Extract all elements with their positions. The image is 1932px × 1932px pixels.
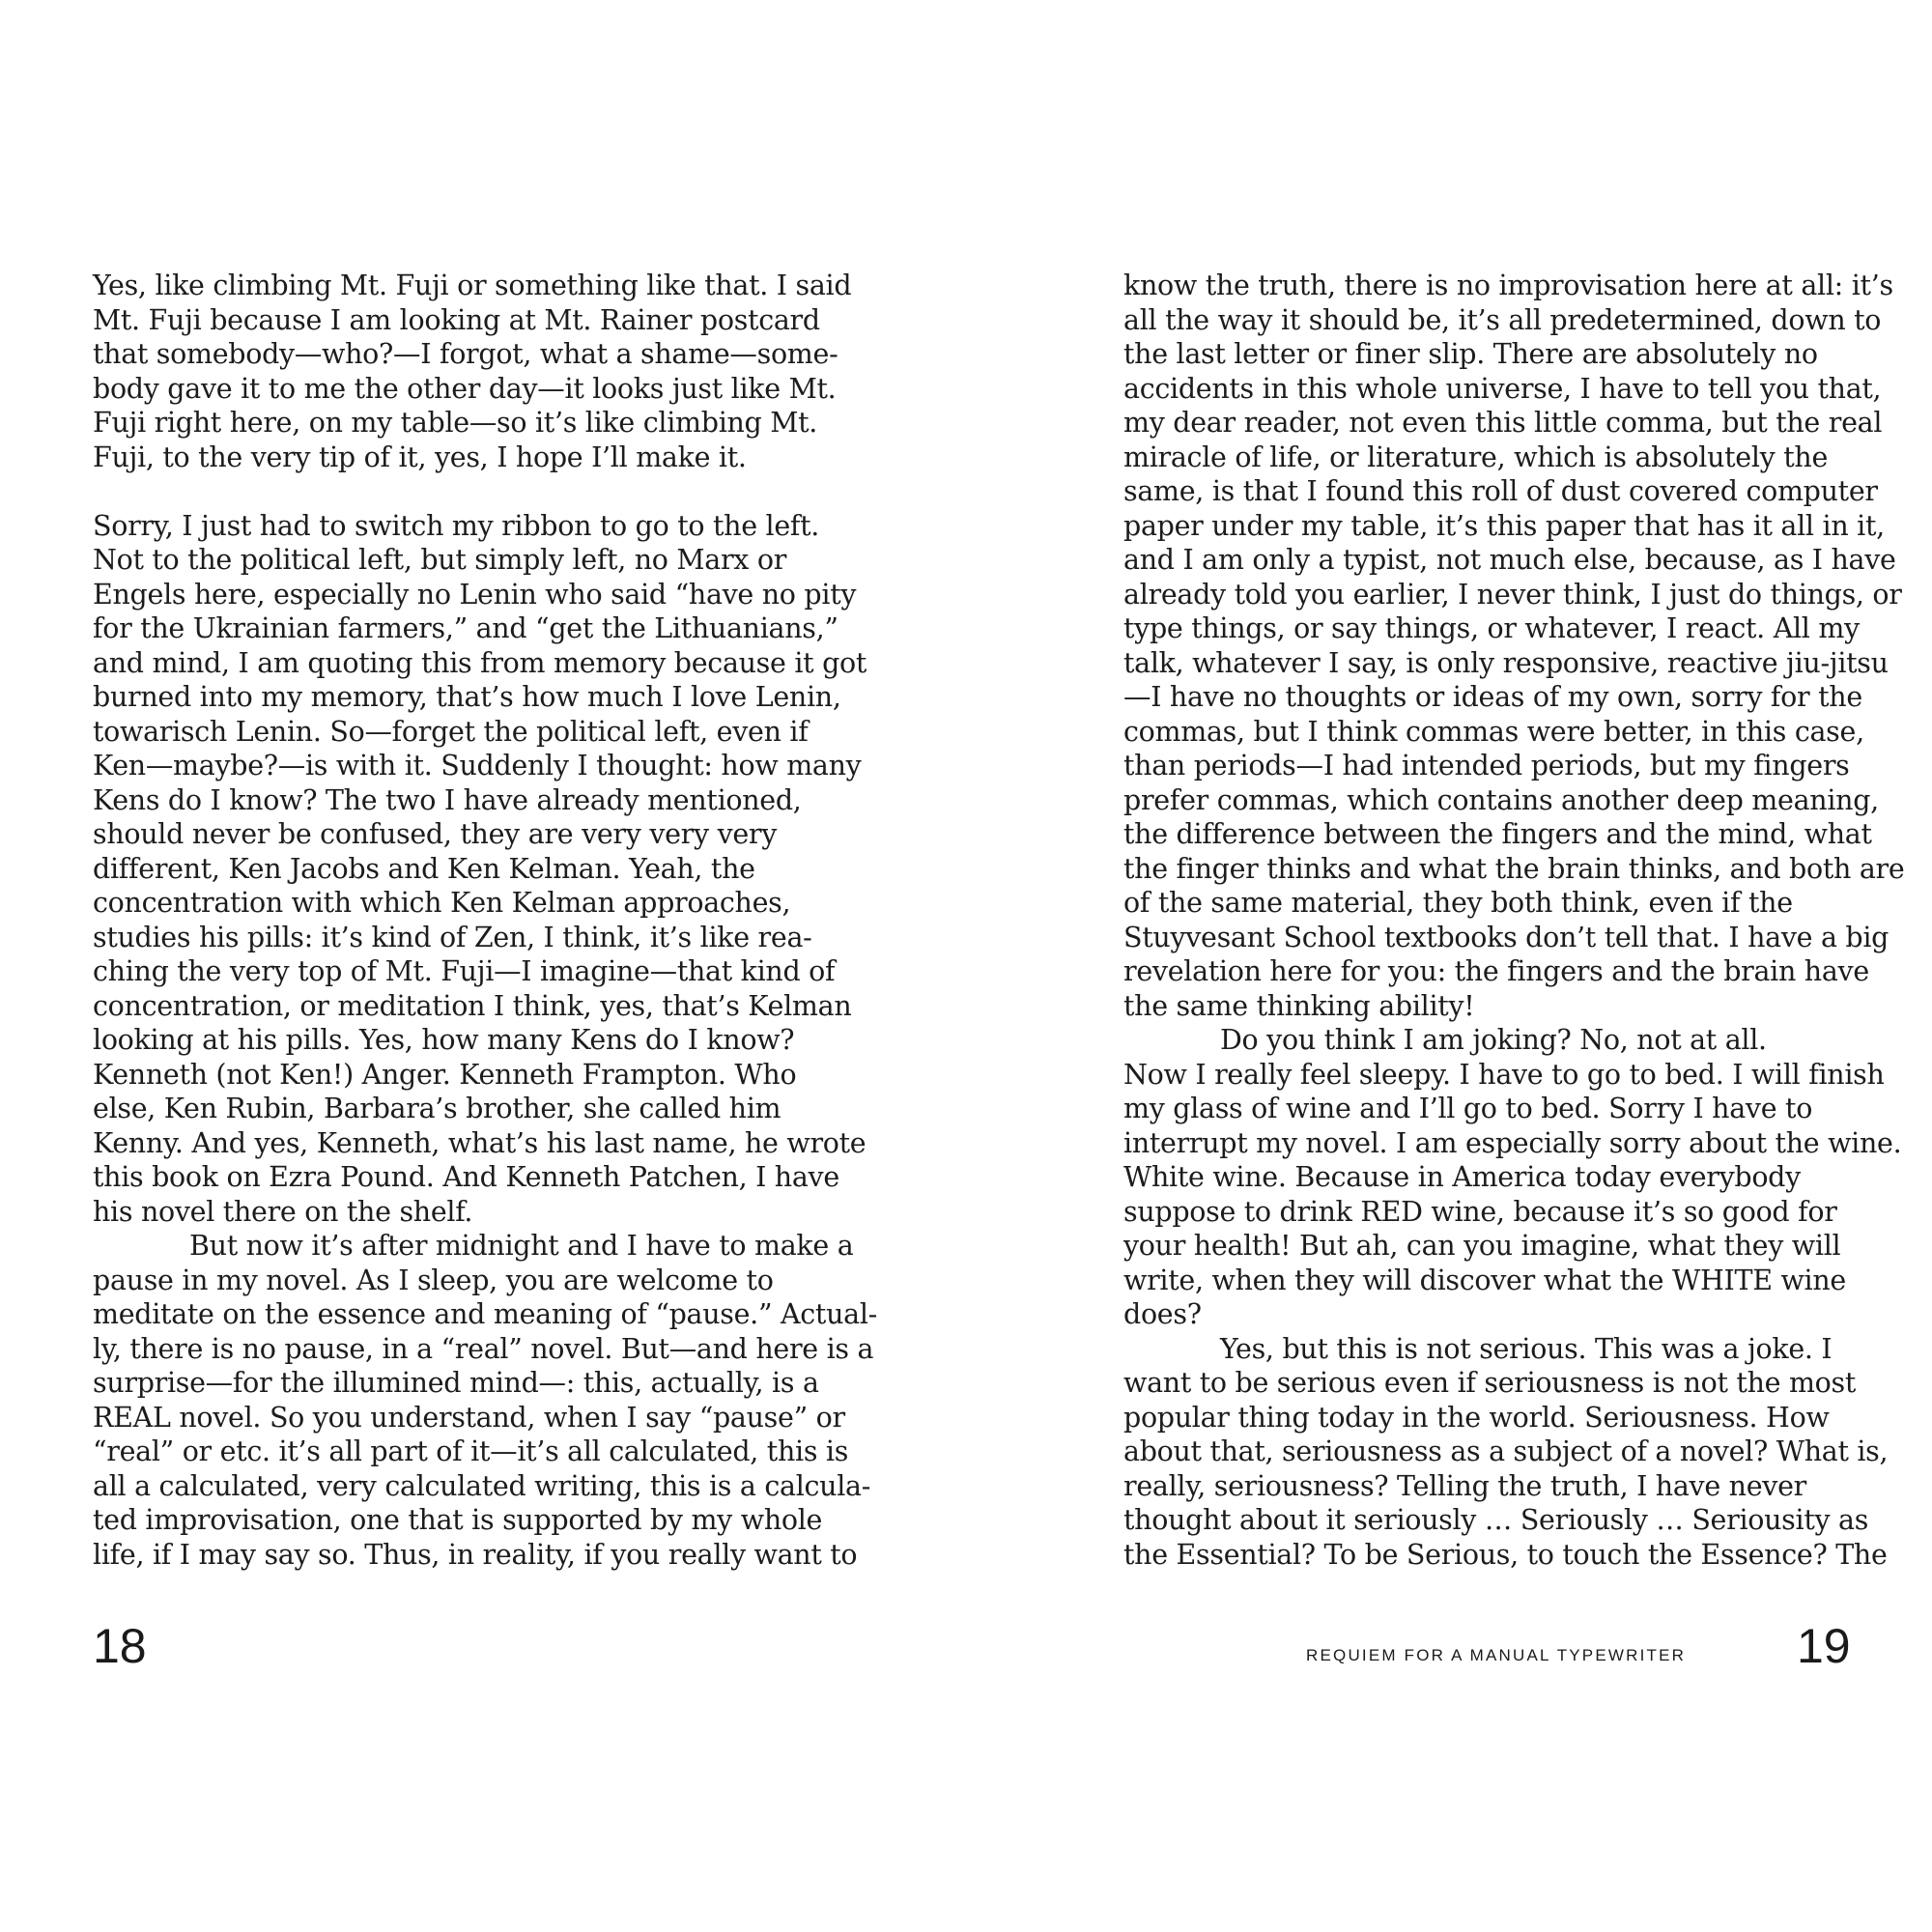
paragraph-gap — [93, 474, 827, 509]
text-line: same, is that I found this roll of dust covered computer — [1123, 475, 1878, 507]
text-line: Fuji right here, on my table—so it’s like climbing Mt. — [93, 407, 818, 439]
text-line: Fuji, to the very tip of it, yes, I hope I’ll make it. — [93, 440, 747, 473]
text-line: revelation here for you: the fingers and the brain have — [1123, 955, 1869, 987]
text-line: Kens do I know? The two I have already mentioned, — [93, 783, 802, 816]
text-line: REAL novel. So you understand, when I say “pause” or — [93, 1401, 845, 1434]
text-line: that somebody—who?—I forgot, what a shame—some- — [93, 338, 838, 370]
text-line: ly, there is no pause, in a “real” novel. But—and here is a — [93, 1332, 874, 1365]
text-line: “real” or etc. it’s all part of it—it’s all calculated, this is — [93, 1435, 849, 1467]
text-line: miracle of life, or literature, which is absolutely the — [1123, 440, 1829, 473]
text-line: thought about it seriously … Seriously … Seriousity as — [1123, 1504, 1869, 1536]
text-line: the last letter or finer slip. There are absolutely no — [1123, 338, 1818, 370]
text-line: accidents in this whole universe, I have to tell you that, — [1123, 372, 1882, 405]
left-page-number: 18 — [93, 1619, 147, 1673]
text-line: my dear reader, not even this little comma, but the real — [1123, 407, 1883, 439]
text-line: else, Ken Rubin, Barbara’s brother, she called him — [93, 1093, 781, 1124]
text-line: your health! But ah, can you imagine, what they will — [1123, 1230, 1841, 1262]
text-line: towarisch Lenin. So—forget the political left, even if — [93, 715, 809, 748]
text-line: Yes, like climbing Mt. Fuji or something like that. I said — [93, 270, 852, 301]
text-line: all a calculated, very calculated writing, this is a calcula- — [93, 1469, 871, 1502]
text-line: paper under my table, it’s this paper that has it all in it, — [1123, 509, 1885, 542]
text-line: Sorry, I just had to switch my ribbon to go to the left. — [93, 509, 820, 542]
running-head: REQUIEM FOR A MANUAL TYPEWRITER — [1306, 1646, 1687, 1664]
text-line: know the truth, there is no improvisation here at all: it’s — [1123, 270, 1893, 301]
text-line: my glass of wine and I’ll go to bed. Sorry I have to — [1123, 1093, 1813, 1124]
text-line: ching the very top of Mt. Fuji—I imagine—that kind of — [93, 955, 836, 987]
text-line: But now it’s after midnight and I have to make a — [189, 1230, 854, 1262]
right-page-text — [1123, 269, 1905, 1572]
text-line: all the way it should be, it’s all predetermined, down to — [1123, 303, 1882, 336]
text-line: burned into my memory, that’s how much I love Lenin, — [93, 681, 841, 713]
text-line: —I have no thoughts or ideas of my own, sorry for the — [1123, 681, 1862, 713]
text-line: and mind, I am quoting this from memory because it got — [93, 646, 867, 679]
text-line: does? — [1123, 1298, 1202, 1330]
text-line: surprise—for the illumined mind—: this, actually, is a — [93, 1367, 819, 1399]
text-line: prefer commas, which contains another deep meaning, — [1123, 783, 1879, 816]
text-line: concentration, or meditation I think, yes, that’s Kelman — [93, 989, 852, 1022]
text-line: and I am only a typist, not much else, because, as I have — [1123, 544, 1896, 576]
text-line: pause in my novel. As I sleep, you are welcome to — [93, 1264, 774, 1296]
left-page-text — [93, 269, 877, 1572]
text-line: already told you earlier, I never think, I just do things, or — [1123, 578, 1902, 611]
text-line: Do you think I am joking? No, not at all. — [1220, 1024, 1767, 1056]
text-line: popular thing today in the world. Seriousness. How — [1123, 1401, 1830, 1434]
text-line: about that, seriousness as a subject of a novel? What is, — [1123, 1435, 1889, 1467]
text-line: of the same material, they both think, even if the — [1123, 887, 1793, 919]
text-line: write, when they will discover what the WHITE wine — [1123, 1264, 1846, 1296]
text-line: Kenneth (not Ken!) Anger. Kenneth Frampton. Who — [93, 1058, 797, 1091]
text-line: talk, whatever I say, is only responsive, reactive jiu-jitsu — [1123, 646, 1889, 679]
text-line: than periods—I had intended periods, but my fingers — [1123, 750, 1850, 781]
text-line: really, seriousness? Telling the truth, I have never — [1123, 1469, 1806, 1502]
text-line: Not to the political left, but simply left, no Marx or — [93, 544, 787, 576]
text-line: Now I really feel sleepy. I have to go to bed. I will finish — [1123, 1058, 1885, 1091]
text-line: the finger thinks and what the brain thinks, and both are — [1123, 852, 1905, 885]
text-line: this book on Ezra Pound. And Kenneth Patchen, I have — [93, 1161, 839, 1193]
text-line: commas, but I think commas were better, in this case, — [1123, 715, 1864, 748]
text-line: ted improvisation, one that is supported by my whole — [93, 1504, 823, 1536]
text-line: for the Ukrainian farmers,” and “get the Lithuanians,” — [93, 612, 838, 644]
text-line: the Essential? To be Serious, to touch the Essence? The — [1123, 1538, 1888, 1571]
text-line: suppose to drink RED wine, because it’s so good for — [1123, 1195, 1837, 1228]
text-line: Ken—maybe?—is with it. Suddenly I thought: how many — [93, 750, 862, 781]
text-line: looking at his pills. Yes, how many Kens do I know? — [93, 1024, 795, 1056]
text-line: should never be confused, they are very very very — [93, 818, 778, 850]
text-line: the difference between the fingers and the mind, what — [1123, 818, 1872, 850]
text-line: Engels here, especially no Lenin who said “have no pity — [93, 578, 857, 611]
text-line: type things, or say things, or whatever, I react. All my — [1123, 612, 1860, 644]
text-line: meditate on the essence and meaning of “pause.” Actual- — [93, 1298, 877, 1330]
text-line: different, Ken Jacobs and Ken Kelman. Yeah, the — [93, 852, 755, 885]
text-line: want to be serious even if seriousness is not the most — [1123, 1367, 1857, 1399]
text-line: concentration with which Ken Kelman approaches, — [93, 887, 791, 919]
text-line: Kenny. And yes, Kenneth, what’s his last name, he wrote — [93, 1126, 867, 1159]
text-line: Stuyvesant School textbooks don’t tell that. I have a big — [1123, 921, 1889, 953]
text-line: White wine. Because in America today everybody — [1123, 1161, 1801, 1193]
text-line: interrupt my novel. I am especially sorry about the wine. — [1123, 1126, 1902, 1159]
text-line: his novel there on the shelf. — [93, 1195, 473, 1228]
right-page-number: 19 — [1797, 1619, 1851, 1673]
text-line: Yes, but this is not serious. This was a joke. I — [1220, 1332, 1833, 1365]
text-line: body gave it to me the other day—it looks just like Mt. — [93, 372, 837, 405]
text-line: life, if I may say so. Thus, in reality, if you really want to — [93, 1538, 858, 1571]
text-line: studies his pills: it’s kind of Zen, I think, it’s like rea- — [93, 921, 812, 953]
text-line: the same thinking ability! — [1123, 989, 1475, 1022]
text-line: Mt. Fuji because I am looking at Mt. Rainer postcard — [93, 303, 820, 336]
